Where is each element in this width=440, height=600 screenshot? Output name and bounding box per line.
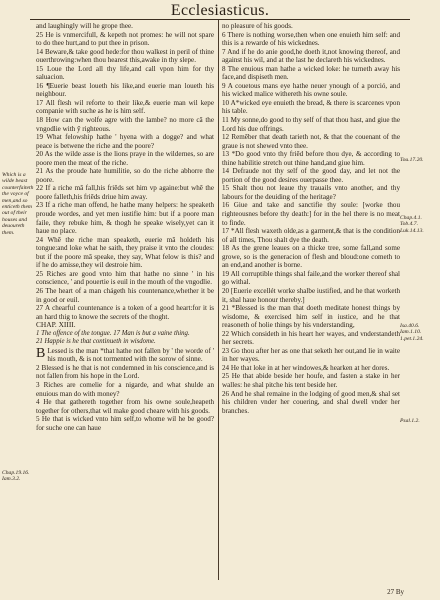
verse: 26 The heart of a man chágeth his countenance,whether it be in good or euil.	[36, 286, 214, 304]
verse: 9 A couetous mans eye hathe neuer ynough of a porció, and his wicked malice withereth his owne soule.	[222, 81, 400, 99]
verse: 4 He that gathereth together from his owne soule,heapeth together for others,that wil make good cheare with his goods.	[36, 398, 214, 415]
column-divider	[218, 20, 219, 580]
verse: 6 There is nothing worse,then when one enuieth him self: and this is a rewarde of his wickednes.	[222, 30, 400, 48]
verse: and laughingly will he grope thee.	[36, 22, 133, 30]
verse: 25 He that abide beside her houfe, and fasten a stake in her walles: he shal pitche his tent beside her.	[222, 372, 400, 389]
verse: 20 [Euerie excellét worke shalbe iustified, and he that worketh it, shal haue honour thereby.]	[222, 286, 400, 304]
verse: 24 Whē the riche man speaketh, euerie mā holdeth his tongue:and loke what he saith, they praise it vnto the cloudes: but if the poore mā speake, they say, What felow is this? and if he do amisse,they wil destroie him.	[36, 235, 214, 270]
verse: 15 Loue the Lord all thy life,and call vpon him for thy saluacion.	[36, 64, 214, 82]
verse: 16 ¶Euerie beast loueth his like,and euerie man loueth his neighbour.	[36, 81, 214, 99]
verse: 23 Go thou after her as one that seketh her out,and lie in waite in her wayes.	[222, 346, 400, 364]
verse: 19 What felowship hathe ' hyena with a dogge? and what peace is betwene the riche and the poore?	[36, 133, 214, 150]
chapter-summary-line: 21 Happie is he that continueth in wisdome.	[36, 338, 156, 346]
verse: 21 *Blessed is the man that doeth meditate honest things by wisdome, & exercised him self in iustice, and he that reasoneth of holie things by his vnderstanding,	[222, 304, 400, 330]
margin-note-crossref-4: Psal.1.2.	[400, 418, 420, 424]
margin-note-crossref-2: Chap.4.1. Tob.4.7. Luk.14.13.	[400, 215, 424, 234]
margin-note-crossref-3: Isa.40.6. Iam.1.10. 1.pet.1.24.	[400, 323, 424, 342]
verse: 10 A*wicked eye enuieth the bread, & there is scarcenes vpon his table.	[222, 98, 400, 116]
verse: 19 All corruptible things shal faile,and the worker thereof shal go withal.	[222, 269, 400, 287]
verse: 16 Giue and take and sanctifie thy soule: [worke thou righteousnes before thy death:] for in the hel there is no meat to finde.	[222, 201, 400, 227]
verse: 17 All flesh wil reforte to their like,& euerie man wil kepe companie with suche as he is him self.	[36, 98, 214, 116]
verse: 18 As the grene leaues on a thicke tree, some fall,and some growe, so is the generacion of flesh and bloud:one cometh to an end,and another is borne.	[222, 244, 400, 270]
drop-cap: B	[36, 345, 46, 361]
verse: no pleasure of his goods.	[222, 22, 293, 30]
chapter-summary-line: 1 The offence of the tongue. 17 Man is but a vaine thing.	[36, 329, 190, 337]
verse: 15 Shalt thou not leaue thy trauails vnto another, and thy labours for the deuiding of the heritage?	[222, 184, 400, 201]
verse: 14 Defraude not thy self of the good day, and let not the portion of the good desires ouerpasse thee.	[222, 167, 400, 184]
running-head: Ecclesiasticus.	[170, 2, 270, 19]
verse: 18 How can the wolfe agre with the lambe? no more cā the vngodlie with ỹ righteous.	[36, 116, 214, 133]
verse: 20 As the wilde asse is the lions praye in the wildernes, so are poore men the meat of the riche.	[36, 150, 214, 167]
verse: 26 And he shal remaine in the lodging of good men,& shal set his children vnder her couering, and shal dwell vnder her branches.	[222, 389, 400, 415]
right-column	[222, 22, 400, 415]
catchword: 27 By	[387, 588, 404, 596]
header-rule	[30, 19, 410, 20]
margin-note-crossref-left: Chap.19.16. Iam.3.2.	[2, 470, 30, 483]
verse: 13 *Do good vnto thy friēd before thou dye, & according to thine habilitie stretch out thine hand,and giue him.	[222, 150, 400, 167]
verse: 14 Beware,& take good hede:for thou walkest in peril of thine ouerthrowing:when thou hearest this,awake in thy slepe.	[36, 47, 214, 65]
verse: 17 *All flesh waxeth olde,as a garment,& that is the condition of all times, Thou shalt dye the death.	[222, 227, 400, 244]
verse: 22 If a riche mā fall,his friēds set him vp againe:but whē the poore falleth,his friēds driue him away.	[36, 184, 214, 201]
verse: 12 Remēber that death tarieth not, & that the couenant of the graue is not shewed vnto thee.	[222, 133, 400, 150]
verse: 7 And if he do anie good,he doeth it,not knowing thereof, and against his wil, and at the last he declareth his wickednes.	[222, 47, 400, 65]
verse: 24 He that loke in at her windowes,& hearken at her dores.	[222, 363, 390, 372]
chapter-first-verse	[36, 347, 214, 364]
verse: 25 Riches are good vnto him that hathe no sinne ' in his conscience, ' and pouertie is euil in the mouth of the vngodlie.	[36, 269, 214, 287]
verse: 11 My sonne,do good to thy self of that thou hast, and giue the Lord his due offrings.	[222, 116, 400, 133]
page-title	[0, 2, 440, 20]
verse: 2 Blessed is he that is not condemned in his conscience,and is not fallen from his hope in the Lord.	[36, 363, 214, 381]
verse: 3 Riches are comelie for a nigarde, and what shulde an enuious man do with money?	[36, 380, 214, 398]
verse: 21 As the proude hate humilitie, so do the riche abhorre the poore.	[36, 167, 214, 184]
left-column	[36, 22, 214, 432]
verse: 5 He that is wicked vnto him self,to whome wil he be good? for suche one can haue	[36, 415, 214, 432]
verse: 22 Which consideth in his heart her wayes, and vnderstandeth her secrets.	[222, 329, 400, 347]
verse: 27 A chearful countenance is a token of a good heart:for it is an hard thig to knowe the secrets of the thoght.	[36, 304, 214, 321]
verse: 23 If a riche man offend, he hathe many helpers: he speaketh proude wordes, and yet men iustifie him: but if a poore man faile, they rebuke him, & thogh he speake wisely,yet can it haue no place.	[36, 201, 214, 236]
verse: 8 The enuious man hathe a wicked loke: he turneth away his face,and dispiseth men.	[222, 64, 400, 82]
margin-note-crossref-1: Tou.17.20.	[400, 157, 424, 163]
verse: 25 He is vnmercifull, & kepeth not promes: he will not spare to do thee hurt,and to put thee in prison.	[36, 30, 214, 48]
margin-note-hyena: Which is a wilde beast counterfaiteth the voyce of men,and so enticeth them out of their houses and deuoureth them.	[2, 172, 34, 236]
verse-text: Lessed is the man *that hathe not fallen by ' the worde of ' his mouth, & is not tormented with the sorow of sinne.	[47, 346, 214, 364]
chapter-heading: CHAP. XIIII.	[36, 320, 76, 330]
